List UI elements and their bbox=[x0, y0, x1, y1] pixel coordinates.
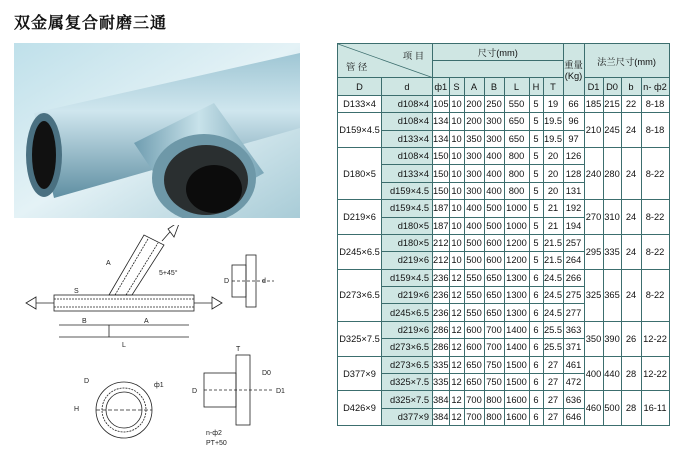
cell-T: 27 bbox=[543, 374, 563, 391]
cell-L: 1300 bbox=[504, 269, 529, 286]
cell-H: 5 bbox=[529, 234, 543, 251]
cell-S: 10 bbox=[449, 113, 464, 130]
cell-flange-0: 400 bbox=[584, 356, 603, 391]
cell-flange-1: 365 bbox=[603, 269, 621, 321]
cell-B: 500 bbox=[484, 217, 504, 234]
cell-T: 27 bbox=[543, 356, 563, 373]
cell-A: 200 bbox=[464, 113, 484, 130]
technical-drawings bbox=[14, 225, 314, 455]
cell-H: 5 bbox=[529, 252, 543, 269]
label-A: A bbox=[144, 318, 149, 325]
label-D1: D1 bbox=[276, 388, 285, 395]
page-title: 双金属复合耐磨三通 bbox=[14, 13, 168, 32]
cell-H: 6 bbox=[529, 304, 543, 321]
cell-T: 25.5 bbox=[543, 321, 563, 338]
cell-T: 24.5 bbox=[543, 287, 563, 304]
table-row bbox=[338, 95, 670, 112]
cell-flange-0: 210 bbox=[584, 113, 603, 148]
label-D0: D0 bbox=[262, 370, 271, 377]
cell-d: d108×4 bbox=[382, 95, 433, 112]
cell-L: 650 bbox=[504, 113, 529, 130]
cross-section-view bbox=[74, 378, 164, 438]
cell-S: 12 bbox=[449, 408, 464, 425]
cell-S: 12 bbox=[449, 304, 464, 321]
cell-A: 500 bbox=[464, 234, 484, 251]
cell-L: 1400 bbox=[504, 339, 529, 356]
cell-flange-2: 24 bbox=[621, 200, 641, 235]
cell-flange-1: 500 bbox=[603, 391, 621, 426]
cell-d: d133×4 bbox=[382, 130, 433, 147]
cell-L: 800 bbox=[504, 165, 529, 182]
cell-flange-2: 26 bbox=[621, 321, 641, 356]
cell-phi1: 134 bbox=[433, 130, 450, 147]
label-d-flange: d bbox=[262, 278, 266, 285]
cell-wt: 126 bbox=[563, 147, 584, 164]
table-row bbox=[338, 200, 670, 217]
cell-H: 6 bbox=[529, 356, 543, 373]
cell-B: 400 bbox=[484, 165, 504, 182]
cell-phi1: 286 bbox=[433, 339, 450, 356]
cell-S: 10 bbox=[449, 200, 464, 217]
cell-L: 1000 bbox=[504, 200, 529, 217]
cell-A: 600 bbox=[464, 339, 484, 356]
label-S: S bbox=[74, 288, 79, 295]
cell-d: d325×7.5 bbox=[382, 391, 433, 408]
cell-flange-3: 8-22 bbox=[641, 147, 669, 199]
cell-H: 5 bbox=[529, 182, 543, 199]
cell-d: d159×4.5 bbox=[382, 182, 433, 199]
col-L: L bbox=[504, 78, 529, 95]
cell-phi1: 150 bbox=[433, 147, 450, 164]
col-A: A bbox=[464, 78, 484, 95]
cell-T: 19.5 bbox=[543, 130, 563, 147]
cell-d: d159×4.5 bbox=[382, 269, 433, 286]
cell-flange-1: 245 bbox=[603, 113, 621, 148]
cell-flange-0: 185 bbox=[584, 95, 603, 112]
cell-flange-0: 350 bbox=[584, 321, 603, 356]
col-d: d bbox=[382, 78, 433, 95]
cell-L: 1200 bbox=[504, 234, 529, 251]
cell-flange-0: 460 bbox=[584, 391, 603, 426]
cell-wt: 66 bbox=[563, 95, 584, 112]
cell-phi1: 150 bbox=[433, 165, 450, 182]
cell-T: 25.5 bbox=[543, 339, 563, 356]
cell-phi1: 286 bbox=[433, 321, 450, 338]
cell-S: 12 bbox=[449, 374, 464, 391]
cell-wt: 636 bbox=[563, 391, 584, 408]
cell-A: 200 bbox=[464, 95, 484, 112]
cell-d: d180×5 bbox=[382, 234, 433, 251]
cell-wt: 194 bbox=[563, 217, 584, 234]
cell-flange-2: 22 bbox=[621, 95, 641, 112]
cell-phi1: 335 bbox=[433, 356, 450, 373]
cell-D: D180×5 bbox=[338, 147, 382, 199]
cell-wt: 363 bbox=[563, 321, 584, 338]
cell-flange-0: 240 bbox=[584, 147, 603, 199]
tee-side-view bbox=[26, 225, 222, 349]
label-D-detail: D bbox=[192, 388, 198, 395]
cell-B: 650 bbox=[484, 304, 504, 321]
cell-d: d377×9 bbox=[382, 408, 433, 425]
cell-H: 5 bbox=[529, 130, 543, 147]
col-b: b bbox=[621, 78, 641, 95]
cell-A: 550 bbox=[464, 287, 484, 304]
flange-group-header: 法兰尺寸(mm) bbox=[584, 44, 669, 78]
cell-T: 21.5 bbox=[543, 234, 563, 251]
cell-A: 700 bbox=[464, 391, 484, 408]
cell-wt: 131 bbox=[563, 182, 584, 199]
cell-T: 19.5 bbox=[543, 113, 563, 130]
cell-phi1: 105 bbox=[433, 95, 450, 112]
cell-L: 1600 bbox=[504, 408, 529, 425]
cell-B: 300 bbox=[484, 130, 504, 147]
flange-end-view bbox=[224, 255, 274, 307]
cell-flange-3: 12-22 bbox=[641, 356, 669, 391]
col-D: D bbox=[338, 78, 382, 95]
cell-H: 5 bbox=[529, 217, 543, 234]
cell-T: 24.5 bbox=[543, 304, 563, 321]
cell-flange-3: 8-22 bbox=[641, 200, 669, 235]
cell-d: d219×6 bbox=[382, 287, 433, 304]
cell-S: 12 bbox=[449, 356, 464, 373]
cell-B: 500 bbox=[484, 200, 504, 217]
cell-D: D273×6.5 bbox=[338, 269, 382, 321]
cell-B: 700 bbox=[484, 321, 504, 338]
cell-B: 600 bbox=[484, 234, 504, 251]
cell-flange-2: 24 bbox=[621, 234, 641, 269]
spec-table bbox=[337, 43, 670, 426]
dim-group-spacer bbox=[433, 61, 564, 78]
cell-S: 10 bbox=[449, 182, 464, 199]
cell-phi1: 134 bbox=[433, 113, 450, 130]
table-row bbox=[338, 234, 670, 251]
cell-B: 300 bbox=[484, 113, 504, 130]
cell-phi1: 212 bbox=[433, 234, 450, 251]
cell-phi1: 150 bbox=[433, 182, 450, 199]
cell-H: 6 bbox=[529, 321, 543, 338]
cell-S: 10 bbox=[449, 234, 464, 251]
cell-phi1: 384 bbox=[433, 391, 450, 408]
cell-S: 10 bbox=[449, 147, 464, 164]
cell-flange-2: 24 bbox=[621, 269, 641, 321]
cell-T: 21 bbox=[543, 200, 563, 217]
cell-B: 700 bbox=[484, 339, 504, 356]
cell-L: 800 bbox=[504, 147, 529, 164]
table-row bbox=[338, 321, 670, 338]
label-T: T bbox=[236, 346, 241, 353]
cell-D: D426×9 bbox=[338, 391, 382, 426]
cell-flange-1: 440 bbox=[603, 356, 621, 391]
cell-A: 350 bbox=[464, 130, 484, 147]
label-A-branch: A bbox=[106, 260, 111, 267]
cell-B: 800 bbox=[484, 391, 504, 408]
cell-d: d245×6.5 bbox=[382, 304, 433, 321]
table-row bbox=[338, 356, 670, 373]
cell-L: 1300 bbox=[504, 287, 529, 304]
cell-D: D219×6 bbox=[338, 200, 382, 235]
cell-H: 5 bbox=[529, 147, 543, 164]
cell-S: 12 bbox=[449, 269, 464, 286]
cell-d: d159×4.5 bbox=[382, 200, 433, 217]
diagonal-header-cell bbox=[338, 44, 433, 78]
cell-flange-3: 16-11 bbox=[641, 391, 669, 426]
cell-wt: 97 bbox=[563, 130, 584, 147]
col-n-phi2: n- ф2 bbox=[641, 78, 669, 95]
cell-flange-0: 295 bbox=[584, 234, 603, 269]
cell-A: 550 bbox=[464, 304, 484, 321]
dim-group-header: 尺寸(mm) bbox=[433, 44, 564, 61]
cell-A: 650 bbox=[464, 374, 484, 391]
cell-flange-1: 335 bbox=[603, 234, 621, 269]
cell-H: 6 bbox=[529, 374, 543, 391]
cell-d: d325×7.5 bbox=[382, 374, 433, 391]
cell-T: 21 bbox=[543, 217, 563, 234]
cell-L: 1200 bbox=[504, 252, 529, 269]
col-T: T bbox=[543, 78, 563, 95]
cell-flange-2: 28 bbox=[621, 356, 641, 391]
cell-D: D245×6.5 bbox=[338, 234, 382, 269]
cell-H: 6 bbox=[529, 339, 543, 356]
cell-flange-3: 8-18 bbox=[641, 95, 669, 112]
cell-flange-1: 390 bbox=[603, 321, 621, 356]
cell-A: 300 bbox=[464, 182, 484, 199]
label-B: B bbox=[82, 318, 87, 325]
weight-header: 重量 (Kg) bbox=[563, 44, 584, 96]
cell-T: 27 bbox=[543, 408, 563, 425]
cell-B: 250 bbox=[484, 95, 504, 112]
cell-L: 1300 bbox=[504, 304, 529, 321]
label-H: H bbox=[74, 406, 80, 413]
col-phi1: ф1 bbox=[433, 78, 450, 95]
cell-phi1: 236 bbox=[433, 304, 450, 321]
cell-wt: 461 bbox=[563, 356, 584, 373]
cell-S: 12 bbox=[449, 339, 464, 356]
cell-flange-1: 215 bbox=[603, 95, 621, 112]
cell-A: 550 bbox=[464, 269, 484, 286]
col-B: B bbox=[484, 78, 504, 95]
cell-A: 600 bbox=[464, 321, 484, 338]
cell-flange-2: 24 bbox=[621, 147, 641, 199]
cell-flange-2: 28 bbox=[621, 391, 641, 426]
cell-S: 10 bbox=[449, 252, 464, 269]
cell-wt: 646 bbox=[563, 408, 584, 425]
cell-H: 6 bbox=[529, 287, 543, 304]
cell-S: 10 bbox=[449, 217, 464, 234]
col-S: S bbox=[449, 78, 464, 95]
flange-detail-view bbox=[192, 346, 285, 447]
cell-A: 300 bbox=[464, 165, 484, 182]
cell-T: 21.5 bbox=[543, 252, 563, 269]
product-photo bbox=[14, 43, 300, 218]
cell-S: 12 bbox=[449, 391, 464, 408]
cell-d: d108×4 bbox=[382, 147, 433, 164]
cell-wt: 264 bbox=[563, 252, 584, 269]
cell-d: d273×6.5 bbox=[382, 339, 433, 356]
label-phi1: ф1 bbox=[154, 382, 164, 389]
cell-wt: 96 bbox=[563, 113, 584, 130]
table-row bbox=[338, 147, 670, 164]
cell-wt: 472 bbox=[563, 374, 584, 391]
cell-A: 300 bbox=[464, 147, 484, 164]
cell-B: 750 bbox=[484, 374, 504, 391]
label-pt: PT+50 bbox=[206, 440, 227, 447]
cell-flange-3: 12-22 bbox=[641, 321, 669, 356]
cell-D: D159×4.5 bbox=[338, 113, 382, 148]
cell-flange-3: 8-22 bbox=[641, 269, 669, 321]
cell-wt: 266 bbox=[563, 269, 584, 286]
cell-H: 6 bbox=[529, 391, 543, 408]
cell-wt: 192 bbox=[563, 200, 584, 217]
col-H: H bbox=[529, 78, 543, 95]
col-D1: D1 bbox=[584, 78, 603, 95]
cell-T: 20 bbox=[543, 182, 563, 199]
cell-phi1: 236 bbox=[433, 269, 450, 286]
cell-S: 12 bbox=[449, 321, 464, 338]
cell-H: 6 bbox=[529, 269, 543, 286]
cell-H: 5 bbox=[529, 95, 543, 112]
cell-H: 5 bbox=[529, 113, 543, 130]
cell-flange-3: 8-18 bbox=[641, 113, 669, 148]
cell-flange-0: 325 bbox=[584, 269, 603, 321]
cell-L: 1600 bbox=[504, 391, 529, 408]
cell-S: 10 bbox=[449, 165, 464, 182]
table-body bbox=[338, 95, 670, 425]
cell-B: 650 bbox=[484, 269, 504, 286]
cell-phi1: 335 bbox=[433, 374, 450, 391]
cell-wt: 128 bbox=[563, 165, 584, 182]
cell-H: 5 bbox=[529, 200, 543, 217]
label-angle: 5+45° bbox=[159, 270, 178, 277]
cell-flange-1: 310 bbox=[603, 200, 621, 235]
cell-B: 800 bbox=[484, 408, 504, 425]
cell-d: d180×5 bbox=[382, 217, 433, 234]
cell-B: 400 bbox=[484, 147, 504, 164]
cell-phi1: 187 bbox=[433, 200, 450, 217]
cell-T: 24.5 bbox=[543, 269, 563, 286]
label-D-section: D bbox=[84, 378, 90, 385]
cell-d: d219×6 bbox=[382, 321, 433, 338]
cell-D: D133×4 bbox=[338, 95, 382, 112]
cell-L: 1400 bbox=[504, 321, 529, 338]
cell-flange-2: 24 bbox=[621, 113, 641, 148]
cell-L: 650 bbox=[504, 130, 529, 147]
cell-B: 650 bbox=[484, 287, 504, 304]
label-D-flange: D bbox=[224, 278, 230, 285]
cell-d: d133×4 bbox=[382, 165, 433, 182]
cell-d: d219×6 bbox=[382, 252, 433, 269]
cell-phi1: 212 bbox=[433, 252, 450, 269]
cell-wt: 275 bbox=[563, 287, 584, 304]
cell-L: 800 bbox=[504, 182, 529, 199]
cell-phi1: 236 bbox=[433, 287, 450, 304]
cell-flange-0: 270 bbox=[584, 200, 603, 235]
cell-L: 1000 bbox=[504, 217, 529, 234]
cell-phi1: 187 bbox=[433, 217, 450, 234]
cell-B: 600 bbox=[484, 252, 504, 269]
cell-L: 550 bbox=[504, 95, 529, 112]
cell-T: 19 bbox=[543, 95, 563, 112]
cell-T: 27 bbox=[543, 391, 563, 408]
cell-flange-1: 280 bbox=[603, 147, 621, 199]
label-L: L bbox=[122, 342, 126, 349]
cell-d: d108×4 bbox=[382, 113, 433, 130]
cell-phi1: 384 bbox=[433, 408, 450, 425]
table-row bbox=[338, 391, 670, 408]
cell-wt: 257 bbox=[563, 234, 584, 251]
cell-S: 10 bbox=[449, 130, 464, 147]
cell-S: 10 bbox=[449, 95, 464, 112]
cell-A: 500 bbox=[464, 252, 484, 269]
cell-T: 20 bbox=[543, 147, 563, 164]
cell-wt: 371 bbox=[563, 339, 584, 356]
cell-d: d273×6.5 bbox=[382, 356, 433, 373]
cell-D: D325×7.5 bbox=[338, 321, 382, 356]
cell-wt: 277 bbox=[563, 304, 584, 321]
label-n-phi2: n-ф2 bbox=[206, 430, 222, 437]
col-D0: D0 bbox=[603, 78, 621, 95]
cell-A: 700 bbox=[464, 408, 484, 425]
cell-H: 6 bbox=[529, 408, 543, 425]
table-row bbox=[338, 269, 670, 286]
cell-A: 650 bbox=[464, 356, 484, 373]
cell-L: 1500 bbox=[504, 356, 529, 373]
cell-D: D377×9 bbox=[338, 356, 382, 391]
cell-flange-3: 8-22 bbox=[641, 234, 669, 269]
cell-T: 20 bbox=[543, 165, 563, 182]
cell-H: 5 bbox=[529, 165, 543, 182]
cell-B: 400 bbox=[484, 182, 504, 199]
cell-A: 400 bbox=[464, 200, 484, 217]
header-items: 项 目 bbox=[402, 51, 424, 61]
cell-B: 750 bbox=[484, 356, 504, 373]
cell-A: 400 bbox=[464, 217, 484, 234]
table-row bbox=[338, 113, 670, 130]
cell-L: 1500 bbox=[504, 374, 529, 391]
header-size: 管 径 bbox=[346, 62, 368, 73]
cell-S: 12 bbox=[449, 287, 464, 304]
